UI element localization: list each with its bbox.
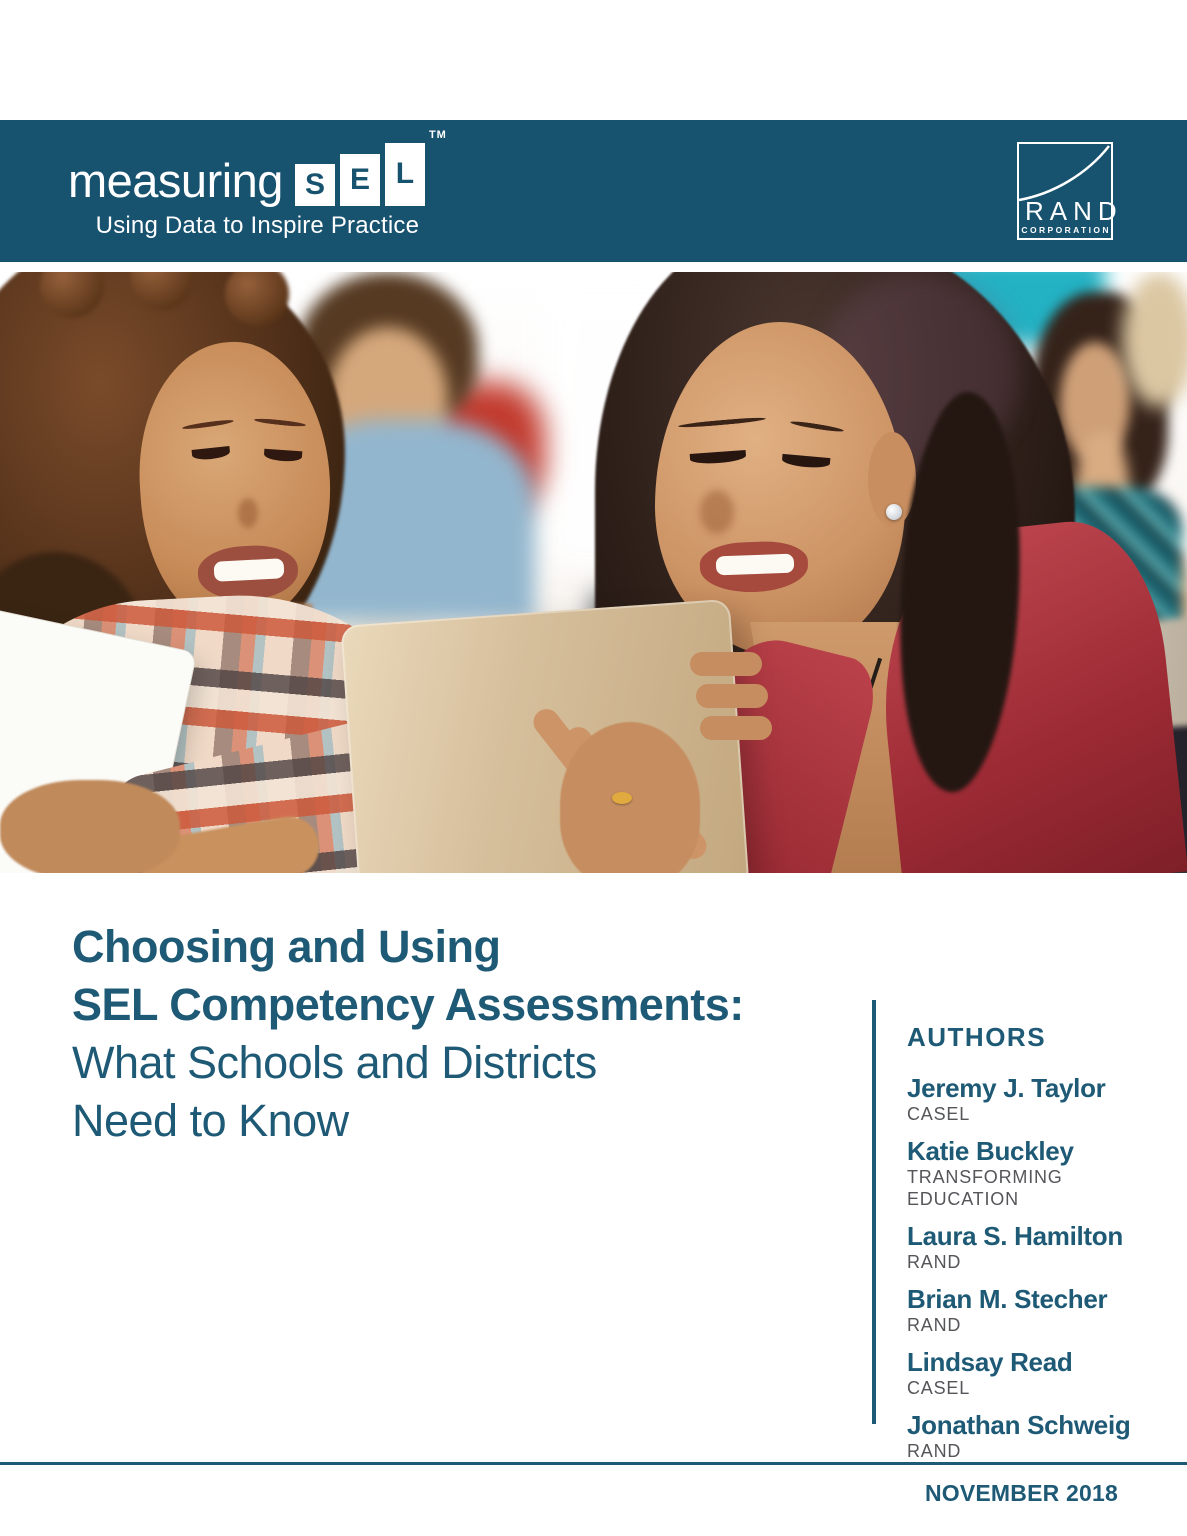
author-name: Katie Buckley <box>907 1136 1074 1166</box>
sel-letter-l: L <box>385 143 425 206</box>
author-entry <box>907 1073 1172 1125</box>
author-name: Brian M. Stecher <box>907 1284 1108 1314</box>
rand-corporation-logo <box>1017 142 1123 240</box>
teacher-finger-right <box>690 652 762 676</box>
sel-letter-e: E <box>340 154 380 206</box>
student-nose <box>238 498 258 528</box>
title-line-1: Choosing and Using <box>72 921 501 972</box>
teacher-nose <box>700 490 734 534</box>
author-entry <box>907 1284 1172 1336</box>
author-affiliation: CASEL <box>907 1378 971 1398</box>
student-hand <box>0 780 180 873</box>
authors-panel <box>872 1000 1172 1461</box>
measuring-sel-logo <box>68 128 447 240</box>
authors-heading: AUTHORS <box>907 1022 1047 1052</box>
author-affiliation: CASEL <box>907 1104 971 1124</box>
report-title <box>72 918 744 1150</box>
trademark-symbol: TM <box>428 128 447 141</box>
title-line-2: SEL Competency Assessments: <box>72 979 744 1030</box>
author-entry <box>907 1347 1172 1399</box>
rand-logo-text: RAND <box>1025 196 1123 226</box>
student-teeth <box>214 558 285 582</box>
author-affiliation: RAND <box>907 1252 962 1272</box>
title-line-4: Need to Know <box>72 1095 349 1146</box>
brand-tagline: Using Data to Inspire Practice <box>95 211 420 239</box>
author-name: Jeremy J. Taylor <box>907 1073 1106 1103</box>
author-affiliation: RAND <box>907 1315 962 1335</box>
teacher-finger-right <box>696 684 768 708</box>
teacher-teeth <box>716 554 795 576</box>
author-affiliation: RAND <box>907 1441 962 1461</box>
footer-divider <box>0 1462 1187 1465</box>
teacher-finger-right <box>700 716 772 740</box>
cover-photo <box>0 272 1187 873</box>
brand-wordmark: measuring <box>68 153 283 207</box>
author-entry <box>907 1410 1172 1462</box>
author-entry <box>907 1136 1172 1210</box>
author-name: Laura S. Hamilton <box>907 1221 1123 1251</box>
sel-bars-icon <box>290 143 425 206</box>
teacher-gold-ring <box>612 792 632 804</box>
header-band <box>0 120 1187 262</box>
teacher-earring <box>886 504 902 520</box>
author-name: Lindsay Read <box>907 1347 1073 1377</box>
author-name: Jonathan Schweig <box>907 1410 1131 1440</box>
publication-date: NOVEMBER 2018 <box>924 1480 1118 1506</box>
author-entry <box>907 1221 1172 1273</box>
sel-letter-s: S <box>295 164 335 206</box>
author-affiliation: TRANSFORMING EDUCATION <box>907 1167 1063 1209</box>
title-line-3: What Schools and Districts <box>72 1037 597 1088</box>
background-blonde-student <box>1122 272 1187 407</box>
rand-logo-subtitle: CORPORATION <box>1021 225 1111 235</box>
